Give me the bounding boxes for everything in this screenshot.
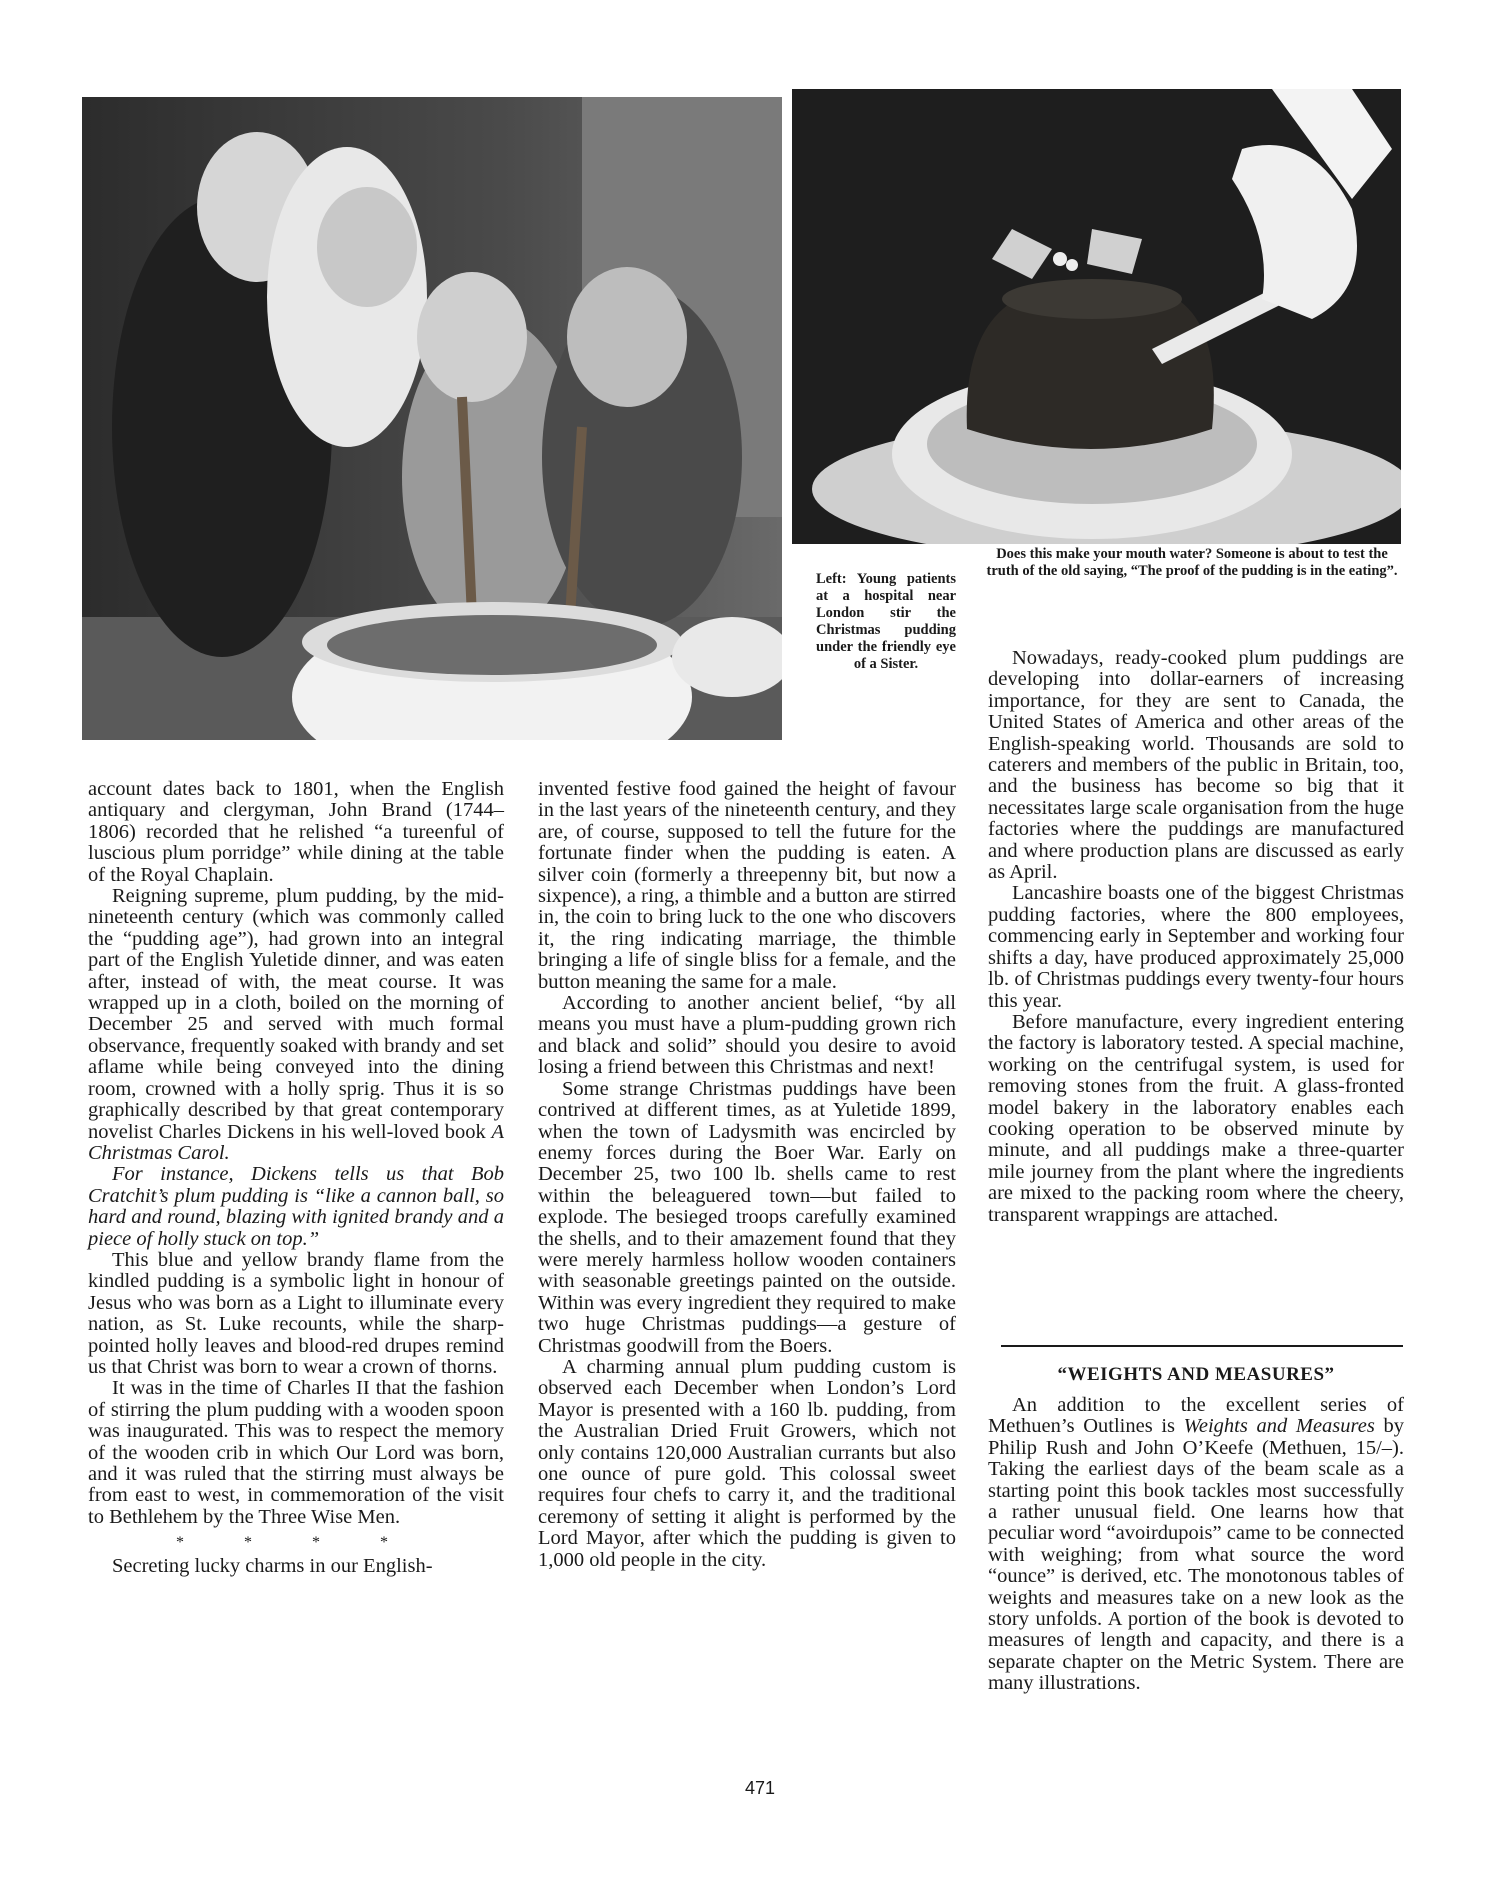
col1-paragraph-2 — [88, 886, 504, 1164]
page-number: 471 — [744, 1778, 776, 1798]
column-3-review — [988, 1395, 1404, 1695]
section-divider-rule — [1001, 1345, 1403, 1347]
col1-paragraph-2-text: Reigning supreme, plum pudding, by the mid-nineteenth century (which was commonly called the “pudding age”), had grown into an integral part of the English Yuletide dinner, and was eaten after, instead of with, the meat course. It was wrapped up in a cloth, boiled on the morning of December 25 and served with much formal observance, frequently soaked with brandy and set aflame while being conveyed into the dining room, crowned with a holly sprig. Thus it is so graphically described by that great contemporary novelist Charles Dickens in his well-loved book — [88, 885, 504, 1143]
column-2 — [538, 779, 956, 1571]
col3-paragraph-1: Nowadays, ready-cooked plum puddings are developing into dollar-earners of increasing importance, for they are sent to Canada, the United States of America and other areas of the English-speaking world. Thousands are sold to caterers and members of the public in Britain, too, and the business has become so big that it necessitates large scale organisation from the huge factories where the puddings are manufactured and where production plans are discussed as early as April. — [988, 647, 1404, 884]
col3-paragraph-2: Lancashire boasts one of the biggest Christmas pudding factories, where the 800 employees, commencing early in September and working four shifts a day, have produced approximately 25,000 lb. of Christmas puddings every twenty-four hours this year. — [988, 882, 1404, 1012]
caption-left-photo: Left: Young patients at a hospital near London stir the Christmas pudding under the friendly eye of a Sister. — [816, 571, 956, 672]
book-title-weights-measures: Weights and Measures — [1183, 1415, 1375, 1438]
column-3 — [988, 648, 1404, 1226]
col1-paragraph-4: This blue and yellow brandy flame from the kindled pudding is a symbolic light in honour of Jesus who was born as a Light to illuminate every nation, as St. Luke recounts, while the sharp-pointed holly leaves and blood-red drupes remind us that Christ was born to wear a crown of thorns. — [88, 1248, 504, 1378]
photo-children-stirring-pudding — [82, 97, 782, 740]
col1-paragraph-3: For instance, Dickens tells us that Bob Cratchit’s plum pudding is “like a cannon ball, so hard and round, blazing with ignited brandy and a piece of holly stuck on top.” — [88, 1163, 504, 1250]
photo-plum-pudding — [792, 89, 1401, 544]
col2-paragraph-3: Some strange Christmas puddings have been contrived at different times, as at Yuletide 1899, when the town of Ladysmith was encircled by enemy forces during the Boer War. Early on December 25, two 100 lb. shells came to rest within the beleaguered town—but failed to explode. The besieged troops carefully examined the shells, and to their amazement found that they were merely harmless hollow wooden containers with seasonable greetings painted on the outside. Within was every ingredient they required to make two huge Christmas puddings—a gesture of Christmas goodwill from the Boers. — [538, 1077, 956, 1357]
col2-paragraph-4: A charming annual plum pudding custom is observed each December when London’s Lord Mayor is presented with a 160 lb. pudding, from the Australian Dried Fruit Growers, which not only contains 120,000 Australian currants but also one ounce of pure gold. This colossal sweet requires four chefs to carry it, and the traditional ceremony of setting it alight is performed by the Lord Mayor, after which the pudding is given to 1,000 old people in the city. — [538, 1355, 956, 1571]
col3-paragraph-4a: An addition to the excellent series of Methuen’s Outlines is — [988, 1394, 1404, 1438]
photo-pudding-illustration — [792, 89, 1401, 544]
caption-right-photo: Does this make your mouth water? Someone is about to test the truth of the old saying, “The proof of the pudding is in the eating”. — [986, 546, 1398, 579]
col1-paragraph-6: Secreting lucky charms in our English- — [112, 1554, 433, 1577]
col1-paragraph-5: It was in the time of Charles II that the fashion of stirring the plum pudding with a wooden spoon was inaugurated. This was to respect the memory of the wooden crib in which Our Lord was born, and it was ruled that the stirring must always be from east to west, in commemoration of the visit to Bethlehem by the Three Wise Men. — [88, 1377, 504, 1528]
book-title-christmas-carol: A Christmas Carol. — [88, 1120, 504, 1164]
section-break-stars: * * * * — [176, 1534, 416, 1552]
col2-paragraph-1: invented festive food gained the height of favour in the last years of the nineteenth century, and they are, of course, supposed to tell the future for the fortunate finder when the pudding is eaten. A silver coin (formerly a threepenny bit, but now a sixpence), a ring, a thimble and a button are stirred in, the coin to bring luck to the one who discovers it, the ring indicating marriage, the thimble bringing a life of single bliss for a female, and the button meaning the same for a male. — [538, 778, 956, 993]
col1-paragraph-1: account dates back to 1801, when the English antiquary and clergyman, John Brand (1744–1806) recorded that he relished “a tureenful of luscious plum porridge” while dining at the table of the Royal Chaplain. — [88, 778, 504, 886]
column-1 — [88, 779, 504, 1577]
photo-children-illustration — [82, 97, 782, 740]
col3-paragraph-4 — [988, 1395, 1404, 1695]
col3-paragraph-4b: by Philip Rush and John O’Keefe (Methuen, 15/–). Taking the earliest days of the beam scale as a starting point this book tackles most successfully a rather unusual field. One learns how that peculiar word “avoirdupois” came to be connected with weighing; from what source the word “ounce” is derived, etc. The monotonous tables of weights and measures take on a new look as the story unfolds. A portion of the book is devoted to measures of length and capacity, and there is a separate chapter on the Metric System. There are many illustrations. — [988, 1415, 1404, 1695]
col3-paragraph-3: Before manufacture, every ingredient entering the factory is laboratory tested. A special machine, working on the centrifugal system, is used for removing stones from the fruit. A glass-fronted model bakery in the laboratory enables each cooking operation to be observed minute by minute, and all puddings make a three-quarter mile journey from the plant where the ingredients are mixed to the packing room where the cheery, transparent wrappings are attached. — [988, 1010, 1404, 1226]
section-heading-weights-measures: “WEIGHTS AND MEASURES” — [1057, 1364, 1335, 1385]
col2-paragraph-2: According to another ancient belief, “by all means you must have a plum-pudding grown rich and black and solid” should you desire to avoid losing a friend between this Christmas and next! — [538, 992, 956, 1079]
